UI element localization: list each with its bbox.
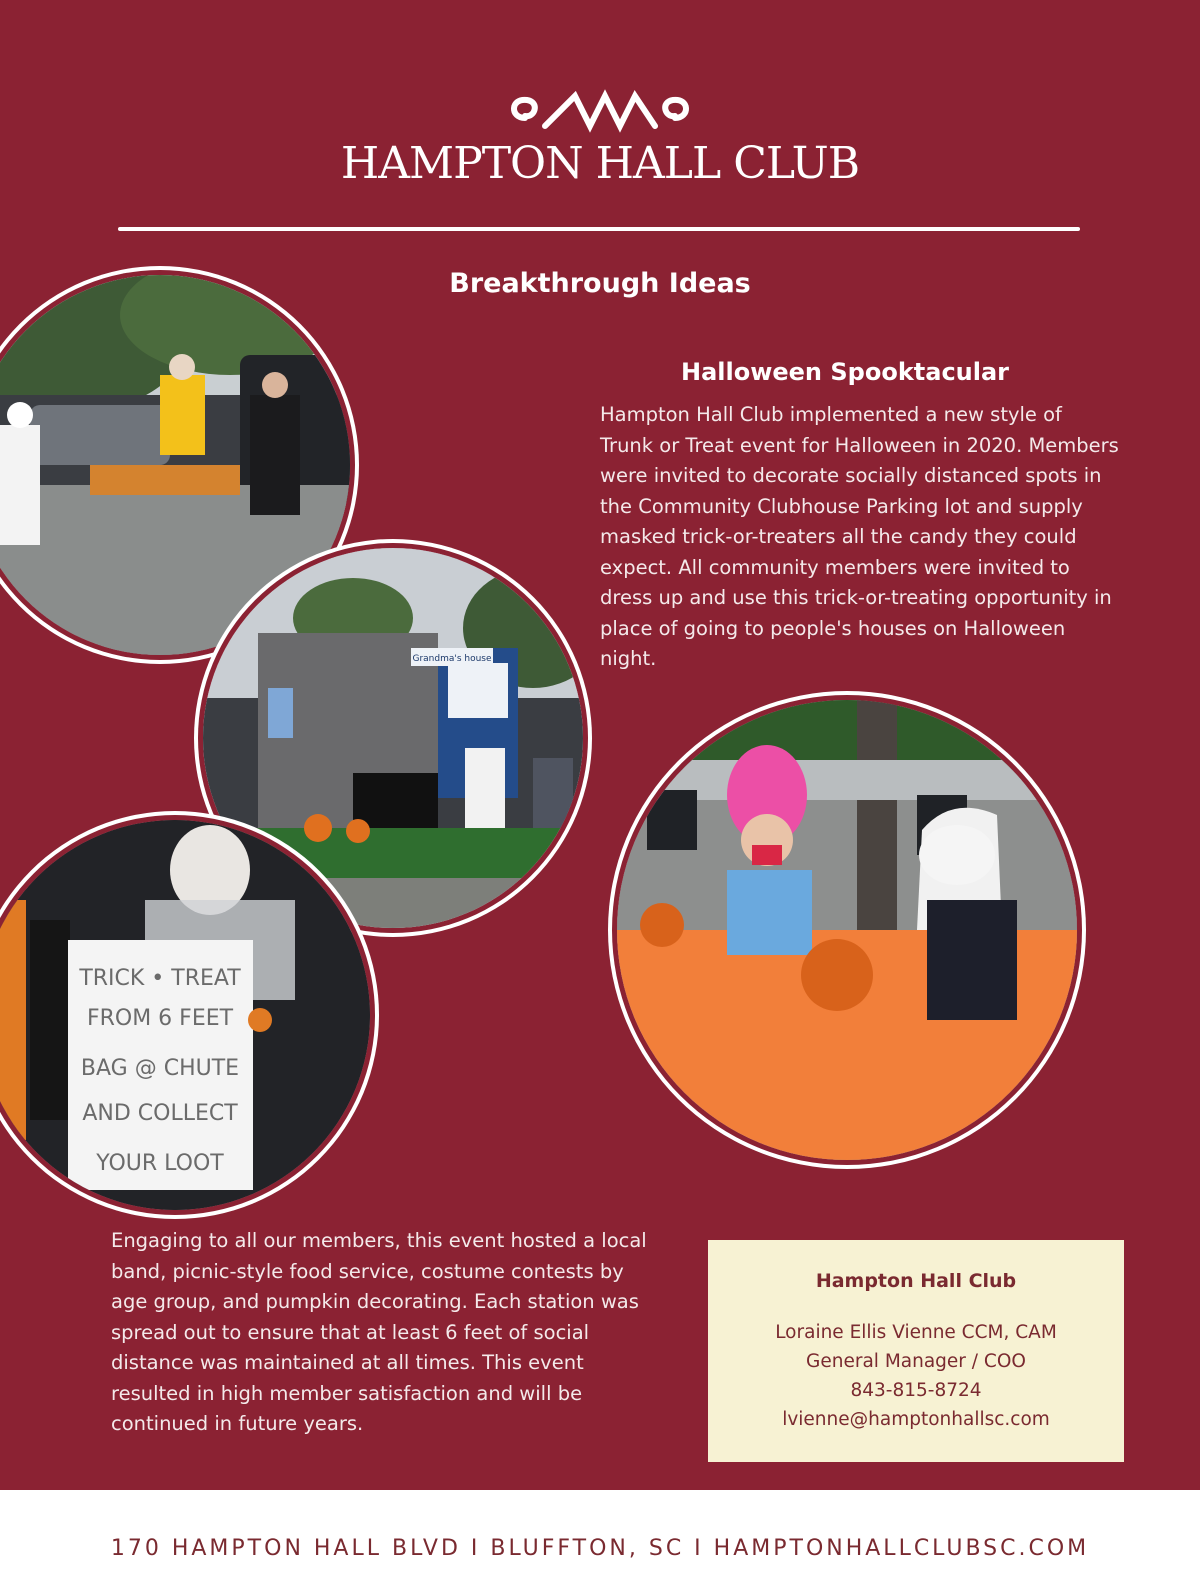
ornamental-scroll-logo-icon	[505, 88, 695, 138]
section-title: Breakthrough Ideas	[449, 268, 751, 299]
sign-line: YOUR LOOT	[96, 1151, 224, 1176]
footer-address: 170 HAMPTON HALL BLVD I BLUFFTON, SC I HAMPTONHALLCLUBSC.COM	[110, 1536, 1090, 1561]
header-divider	[118, 227, 1080, 231]
contact-phone[interactable]: 843-815-8724	[850, 1380, 982, 1401]
article-title: Halloween Spooktacular	[680, 358, 1010, 386]
sign-line: BAG @ CHUTE	[80, 1056, 240, 1081]
contact-name: Loraine Ellis Vienne CCM, CAM	[775, 1322, 1057, 1343]
sign-line: AND COLLECT	[82, 1101, 238, 1126]
contact-email[interactable]: lvienne@hamptonhallsc.com	[782, 1409, 1050, 1430]
contact-org: Hampton Hall Club	[815, 1270, 1017, 1292]
article-outcome-paragraph: Engaging to all our members, this event hosted a local band, picnic-style food service, costume contests by age group, and pumpkin decorating. Each station was spread out to ensure that at least 6 feet of social distance was maintained at all times. This event resulted in high member satisfaction and will be continued in future years.	[111, 1229, 647, 1435]
contact-card	[708, 1240, 1124, 1462]
sign-line: FROM 6 FEET	[86, 1006, 234, 1031]
grandmas-house-sign: Grandma's house	[412, 654, 492, 664]
club-wordmark: HAMPTON HALL CLUB	[340, 138, 860, 189]
sign-line: TRICK • TREAT	[79, 966, 241, 991]
contact-role: General Manager / COO	[806, 1351, 1026, 1372]
article-intro-paragraph: Hampton Hall Club implemented a new style of Trunk or Treat event for Halloween in 2020. Members were invited to decorate socially distanced spots in the Community Clubhouse Parking lot and supply masked trick-or-treaters all the candy they could expect. All community members were invited to dress up and use this trick-or-treating opportunity in place of going to people's houses on Halloween night.	[600, 403, 1119, 670]
photo-pumpkin-decorating	[617, 700, 1077, 1160]
photo-skeleton-sign	[0, 820, 370, 1210]
